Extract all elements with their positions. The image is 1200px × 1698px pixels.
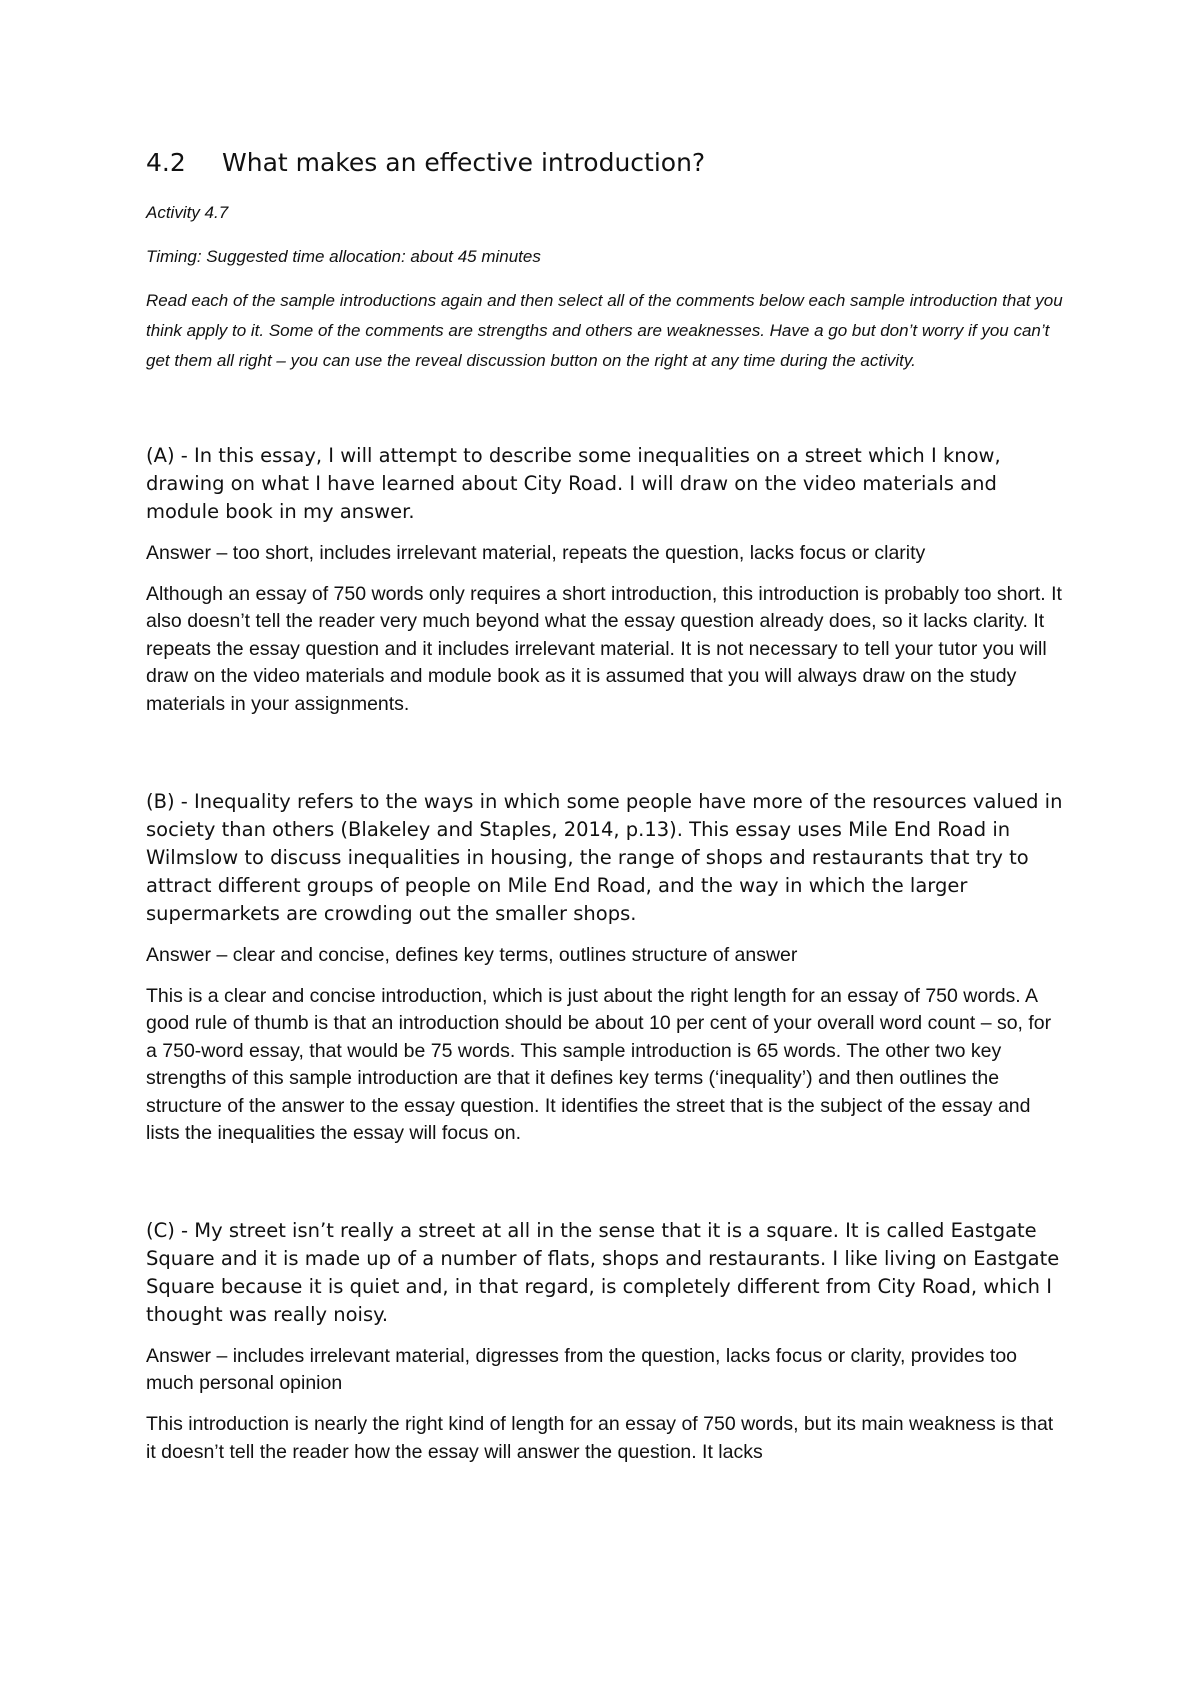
sample-a [146, 442, 1066, 718]
activity-label: Activity 4.7 [146, 203, 229, 222]
sample-b [146, 788, 1066, 1147]
sample-introduction-text: (C) - My street isn’t really a street at all in the sense that it is a square. It is called Eastgate Square and it is made up of a number of flats, shops and restaurants. I like living on Eastgate Square because it is quiet and, in that regard, is completely different from City Road, which I thought was really noisy. [146, 1219, 1060, 1327]
sample-discussion: This is a clear and concise introduction, which is just about the right length for an essay of 750 words. A good rule of thumb is that an introduction should be about 10 per cent of your overall word count – so, for a 750-word essay, that would be 75 words. This sample introduction is 65 words. The other two key strengths of this sample introduction are that it defines key terms (‘inequality’) and then outlines the structure of the answer to the essay question. It identifies the street that is the subject of the essay and lists the inequalities the essay will focus on. [146, 985, 1052, 1145]
sample-answer: Answer – clear and concise, defines key terms, outlines structure of answer [146, 944, 798, 967]
section-title: What makes an effective introduction? [222, 148, 706, 177]
activity-instructions: Read each of the sample introductions again and then select all of the comments below each sample introduction that you think apply to it. Some of the comments are strengths and others are weaknesses. Have a go but don’t worry if you can’t get them all right – you can use the reveal discussion button on the right at any time during the activity. [146, 291, 1063, 370]
sample-c [146, 1217, 1066, 1466]
sample-introduction-text: (A) - In this essay, I will attempt to describe some inequalities on a street which I know, drawing on what I have learned about City Road. I will draw on the video materials and module book in my answer. [146, 444, 1001, 523]
section-number: 4.2 [146, 148, 186, 177]
sample-discussion: Although an essay of 750 words only requires a short introduction, this introduction is probably too short. It also doesn’t tell the reader very much beyond what the essay question already does, so it lacks clarity. It repeats the essay question and it includes irrelevant material. It is not necessary to tell your tutor you will draw on the video materials and module book as it is assumed that you will always draw on the study materials in your assignments. [146, 583, 1062, 715]
sample-answer: Answer – includes irrelevant material, digresses from the question, lacks focus or clarity, provides too much personal opinion [146, 1345, 1018, 1395]
sample-answer: Answer – too short, includes irrelevant material, repeats the question, lacks focus or clarity [146, 542, 926, 564]
sample-introduction-text: (B) - Inequality refers to the ways in which some people have more of the resources valued in society than others (Blakeley and Staples, 2014, p.13). This essay uses Mile End Road in Wilmslow to discuss inequalities in housing, the range of shops and restaurants that try to attract different groups of people on Mile End Road, and the way in which the larger supermarkets are crowding out the smaller shops. [146, 790, 1063, 926]
section-heading [146, 146, 1066, 180]
document-content [146, 146, 1066, 1466]
timing-note: Timing: Suggested time allocation: about 45 minutes [146, 247, 541, 266]
sample-discussion: This introduction is nearly the right kind of length for an essay of 750 words, but its main weakness is that it doesn’t tell the reader how the essay will answer the question. It lacks [146, 1413, 1054, 1463]
